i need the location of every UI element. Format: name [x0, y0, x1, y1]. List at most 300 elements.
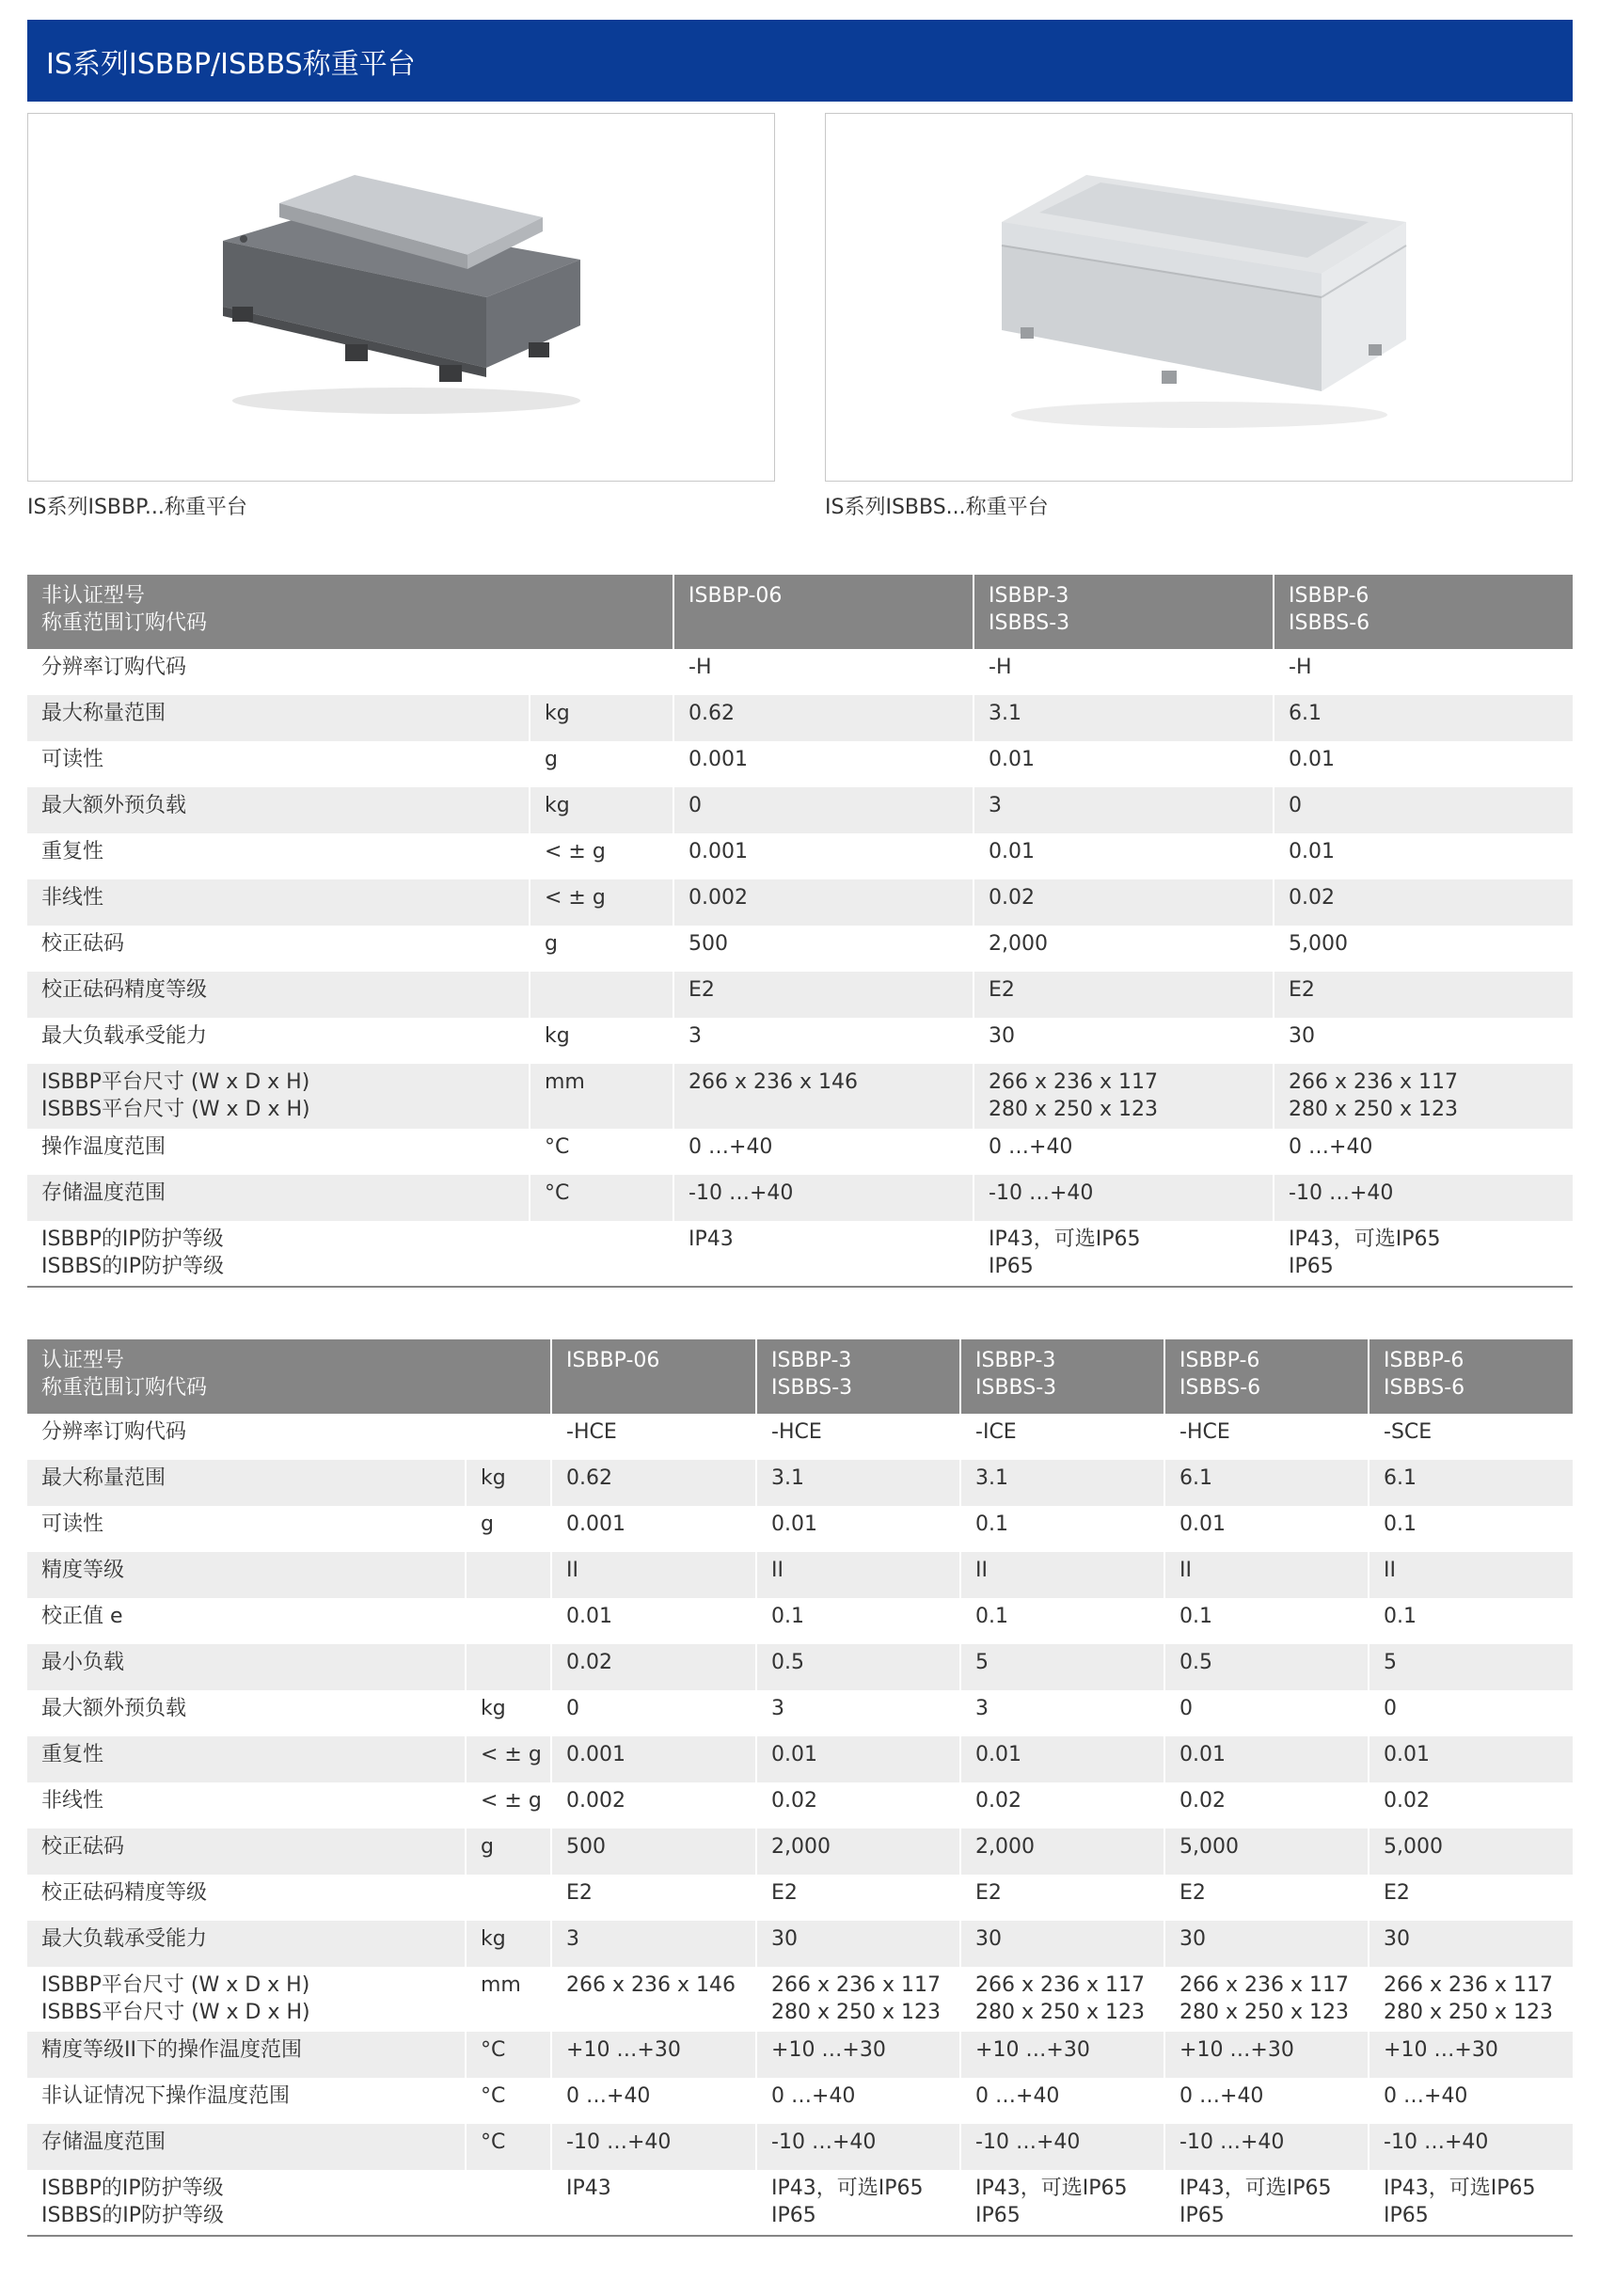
- table-row: [27, 1921, 1573, 1967]
- cell-line: IP43，可选IP65: [1179, 2177, 1332, 2200]
- cell-line: ISBBS-3: [989, 611, 1070, 635]
- table-row: [27, 787, 1573, 833]
- cell-line: 0.01: [771, 1743, 817, 1766]
- cell-line: 30: [975, 1927, 1003, 1951]
- table-row: [27, 2032, 1573, 2078]
- cell-line: ISBBS的IP防护等级: [41, 2204, 224, 2227]
- row-value-cell: [1274, 741, 1573, 787]
- cell-line: 0.01: [1289, 748, 1335, 771]
- cell-line: 0.001: [566, 1743, 625, 1766]
- cell-line: 非线性: [41, 886, 104, 910]
- cell-line: 5,000: [1289, 932, 1348, 956]
- unit-text: kg: [545, 1024, 570, 1048]
- cell-line: 0.5: [771, 1651, 805, 1674]
- table-header-row: [27, 575, 1573, 649]
- row-value-cell: [1274, 1064, 1573, 1129]
- table-row: [27, 1967, 1573, 2032]
- row-value-cell: [960, 1552, 1164, 1598]
- row-value-cell: [756, 1644, 960, 1690]
- row-value-cell: [960, 1782, 1164, 1829]
- cell-line: -10 …+40: [771, 2130, 877, 2154]
- cell-line: 0 …+40: [771, 2084, 856, 2108]
- header-label-cell: [27, 1339, 551, 1414]
- row-value-cell: [1164, 1598, 1369, 1644]
- cell-line: +10 …+30: [1384, 2038, 1498, 2062]
- cell-line: 3.1: [989, 702, 1022, 725]
- unit-text: g: [481, 1835, 494, 1859]
- header-model-cell: [1274, 575, 1573, 649]
- table-row: [27, 1221, 1573, 1286]
- row-label-cell: [27, 833, 530, 879]
- table-bottom-rule: [27, 2235, 1573, 2237]
- cell-line: -HCE: [1179, 1420, 1230, 1444]
- isbbs-platform-image: [983, 156, 1416, 438]
- row-unit-cell: [466, 1782, 551, 1829]
- cell-line: ISBBP-6: [1289, 584, 1369, 608]
- row-value-cell: [1369, 2032, 1573, 2078]
- table-row: [27, 972, 1573, 1018]
- row-value-cell: [1274, 879, 1573, 926]
- cell-line: 0.1: [1384, 1512, 1417, 1536]
- cell-line: 0 …+40: [1384, 2084, 1468, 2108]
- cell-line: IP65: [1384, 2204, 1429, 2227]
- row-value-cell: [974, 649, 1274, 695]
- unit-text: < ± g: [481, 1743, 542, 1766]
- cell-line: -HCE: [771, 1420, 822, 1444]
- cell-line: 校正砝码精度等级: [41, 1881, 208, 1905]
- row-value-cell: [673, 649, 974, 695]
- row-value-cell: [673, 787, 974, 833]
- row-label-cell: [27, 1064, 530, 1129]
- cell-line: 存储温度范围: [41, 2130, 166, 2154]
- unit-text: °C: [545, 1135, 570, 1159]
- cell-line: 最大称量范围: [41, 702, 166, 725]
- cell-line: II: [1179, 1559, 1192, 1582]
- row-value-cell: [1369, 1782, 1573, 1829]
- row-value-cell: [551, 1690, 756, 1736]
- unit-text: kg: [545, 794, 570, 817]
- cell-line: 0.02: [1289, 886, 1335, 910]
- row-unit-cell: [466, 2032, 551, 2078]
- cell-line: E2: [771, 1881, 798, 1905]
- row-unit-cell: [530, 1175, 673, 1221]
- row-label-cell: [27, 1736, 466, 1782]
- row-unit-cell: [466, 1690, 551, 1736]
- row-label-cell: [27, 1829, 466, 1875]
- cell-line: E2: [689, 978, 715, 1002]
- unit-text: °C: [481, 2130, 506, 2154]
- cell-line: 0.1: [771, 1605, 805, 1628]
- unit-text: °C: [481, 2038, 506, 2062]
- cell-line: 0.02: [1179, 1789, 1226, 1813]
- cell-line: 0: [1289, 794, 1303, 817]
- table-row: [27, 1875, 1573, 1921]
- cell-line: II: [566, 1559, 578, 1582]
- cell-line: IP43，可选IP65: [1384, 2177, 1536, 2200]
- row-value-cell: [551, 2124, 756, 2170]
- cell-line: 6.1: [1289, 702, 1322, 725]
- row-value-cell: [756, 1921, 960, 1967]
- row-value-cell: [1369, 1598, 1573, 1644]
- cell-line: II: [1384, 1559, 1396, 1582]
- cell-line: ISBBP平台尺寸 (W x D x H): [41, 1973, 310, 1997]
- cell-line: 0 …+40: [689, 1135, 773, 1159]
- row-value-cell: [551, 1552, 756, 1598]
- cell-line: ISBBP的IP防护等级: [41, 2177, 224, 2200]
- row-label-cell: [27, 1782, 466, 1829]
- unit-text: < ± g: [545, 840, 606, 863]
- row-unit-cell: [466, 1921, 551, 1967]
- cell-line: -SCE: [1384, 1420, 1433, 1444]
- row-value-cell: [1164, 1690, 1369, 1736]
- cell-line: -10 …+40: [989, 1181, 1094, 1205]
- cell-line: ISBBP-3: [771, 1349, 852, 1372]
- cell-line: 非线性: [41, 1789, 104, 1813]
- row-value-cell: [551, 1875, 756, 1921]
- row-label-cell: [27, 741, 530, 787]
- cell-line: -10 …+40: [1179, 2130, 1285, 2154]
- cell-line: ISBBP-06: [566, 1349, 660, 1372]
- row-value-cell: [960, 2124, 1164, 2170]
- row-unit-cell: [466, 1967, 551, 2032]
- cell-line: 0.01: [989, 748, 1035, 771]
- photo-caption-isbbs: IS系列ISBBS...称重平台: [825, 496, 1049, 519]
- row-value-cell: [1164, 2032, 1369, 2078]
- row-value-cell: [974, 833, 1274, 879]
- cell-line: 重复性: [41, 1743, 104, 1766]
- row-value-cell: [756, 2170, 960, 2235]
- cell-line: 称重范围订购代码: [41, 611, 208, 635]
- row-unit-cell: [530, 972, 673, 1018]
- row-value-cell: [960, 2032, 1164, 2078]
- unit-text: g: [545, 932, 558, 956]
- row-value-cell: [756, 1782, 960, 1829]
- row-value-cell: [1164, 1875, 1369, 1921]
- cell-line: 0 …+40: [989, 1135, 1073, 1159]
- row-value-cell: [1274, 1175, 1573, 1221]
- table-row: [27, 1644, 1573, 1690]
- cell-line: +10 …+30: [975, 2038, 1090, 2062]
- row-value-cell: [756, 1875, 960, 1921]
- header-model-cell: [673, 575, 974, 649]
- row-label-cell: [27, 1644, 466, 1690]
- cell-line: ISBBP-6: [1384, 1349, 1464, 1372]
- unit-text: < ± g: [481, 1789, 542, 1813]
- cell-line: 266 x 236 x 117: [989, 1070, 1159, 1094]
- cell-line: 0.1: [1384, 1605, 1417, 1628]
- cell-line: 3.1: [975, 1466, 1009, 1490]
- table-row: [27, 2170, 1573, 2235]
- header-model-cell: [974, 575, 1274, 649]
- cell-line: 0.002: [689, 886, 748, 910]
- row-value-cell: [756, 1598, 960, 1644]
- row-value-cell: [673, 879, 974, 926]
- row-unit-cell: [530, 695, 673, 741]
- cell-line: 2,000: [771, 1835, 831, 1859]
- cell-line: 0 …+40: [975, 2084, 1060, 2108]
- row-value-cell: [1369, 1736, 1573, 1782]
- header-model-cell: [1164, 1339, 1369, 1414]
- row-value-cell: [974, 1175, 1274, 1221]
- row-label-cell: [27, 1414, 551, 1460]
- table-row: [27, 1414, 1573, 1460]
- cell-line: -H: [989, 656, 1012, 679]
- row-label-cell: [27, 2078, 466, 2124]
- row-unit-cell: [530, 1221, 673, 1286]
- photo-isbbp: [27, 113, 775, 482]
- cell-line: 0.02: [975, 1789, 1021, 1813]
- cell-line: 称重范围订购代码: [41, 1376, 208, 1400]
- row-value-cell: [673, 1064, 974, 1129]
- header-model-cell: [551, 1339, 756, 1414]
- cell-line: +10 …+30: [771, 2038, 886, 2062]
- cell-line: 0 …+40: [1179, 2084, 1264, 2108]
- row-value-cell: [1274, 787, 1573, 833]
- cell-line: 266 x 236 x 117: [1179, 1973, 1350, 1997]
- cell-line: ISBBS的IP防护等级: [41, 1255, 224, 1278]
- cell-line: ISBBS-3: [975, 1376, 1057, 1400]
- row-unit-cell: [466, 1736, 551, 1782]
- unit-text: kg: [481, 1927, 506, 1951]
- cell-line: 0: [1384, 1697, 1398, 1720]
- row-value-cell: [673, 972, 974, 1018]
- row-unit-cell: [466, 2124, 551, 2170]
- row-value-cell: [756, 1414, 960, 1460]
- row-value-cell: [1164, 2170, 1369, 2235]
- row-value-cell: [974, 1018, 1274, 1064]
- row-value-cell: [673, 926, 974, 972]
- table-row: [27, 1552, 1573, 1598]
- row-value-cell: [551, 2170, 756, 2235]
- row-label-cell: [27, 2124, 466, 2170]
- cell-line: 280 x 250 x 123: [989, 1098, 1159, 1121]
- row-unit-cell: [466, 1829, 551, 1875]
- cell-line: 最大负载承受能力: [41, 1927, 208, 1951]
- cell-line: 0.002: [566, 1789, 625, 1813]
- unit-text: kg: [481, 1697, 506, 1720]
- row-value-cell: [673, 741, 974, 787]
- row-label-cell: [27, 926, 530, 972]
- row-value-cell: [974, 1064, 1274, 1129]
- cell-line: 精度等级II下的操作温度范围: [41, 2038, 302, 2062]
- row-unit-cell: [466, 2170, 551, 2235]
- row-value-cell: [551, 2032, 756, 2078]
- row-label-cell: [27, 1129, 530, 1175]
- cell-line: 500: [566, 1835, 607, 1859]
- table-row: [27, 1506, 1573, 1552]
- row-label-cell: [27, 2032, 466, 2078]
- row-value-cell: [1369, 1690, 1573, 1736]
- row-value-cell: [1164, 1506, 1369, 1552]
- row-value-cell: [1164, 2124, 1369, 2170]
- cell-line: 校正砝码: [41, 932, 125, 956]
- row-value-cell: [1274, 1129, 1573, 1175]
- row-label-cell: [27, 1875, 466, 1921]
- row-label-cell: [27, 787, 530, 833]
- row-unit-cell: [530, 1129, 673, 1175]
- cell-line: 分辨率订购代码: [41, 1420, 187, 1444]
- cell-line: ISBBS-6: [1179, 1376, 1261, 1400]
- unit-text: < ± g: [545, 886, 606, 910]
- cell-line: E2: [566, 1881, 593, 1905]
- row-value-cell: [1369, 1460, 1573, 1506]
- cell-line: 30: [1289, 1024, 1316, 1048]
- row-value-cell: [1164, 2078, 1369, 2124]
- row-label-cell: [27, 1598, 466, 1644]
- cell-line: 重复性: [41, 840, 104, 863]
- row-value-cell: [1164, 1552, 1369, 1598]
- cell-line: 266 x 236 x 117: [975, 1973, 1146, 1997]
- cell-line: 校正值 e: [41, 1605, 123, 1628]
- row-value-cell: [1164, 1782, 1369, 1829]
- row-unit-cell: [530, 741, 673, 787]
- cell-line: ISBBP-06: [689, 584, 783, 608]
- row-value-cell: [960, 1690, 1164, 1736]
- row-value-cell: [673, 1129, 974, 1175]
- cell-line: -10 …+40: [975, 2130, 1081, 2154]
- row-value-cell: [551, 1460, 756, 1506]
- row-value-cell: [1369, 2170, 1573, 2235]
- row-unit-cell: [530, 1018, 673, 1064]
- table-row: [27, 1064, 1573, 1129]
- row-value-cell: [1274, 1221, 1573, 1286]
- cell-line: 0.62: [689, 702, 735, 725]
- row-value-cell: [1369, 1644, 1573, 1690]
- cell-line: 30: [1384, 1927, 1411, 1951]
- row-unit-cell: [466, 1875, 551, 1921]
- photo-isbbs: [825, 113, 1573, 482]
- table-row: [27, 1782, 1573, 1829]
- cell-line: 0.02: [989, 886, 1035, 910]
- cell-line: 0.01: [1289, 840, 1335, 863]
- cell-line: 分辨率订购代码: [41, 656, 187, 679]
- cell-line: ISBBP-6: [1179, 1349, 1260, 1372]
- cell-line: IP65: [989, 1255, 1034, 1278]
- cell-line: 266 x 236 x 117: [771, 1973, 942, 1997]
- cell-line: IP65: [975, 2204, 1021, 2227]
- cell-line: 266 x 236 x 117: [1384, 1973, 1554, 1997]
- cell-line: 3: [689, 1024, 703, 1048]
- cell-line: IP65: [771, 2204, 816, 2227]
- row-value-cell: [756, 2032, 960, 2078]
- row-value-cell: [974, 926, 1274, 972]
- cell-line: 0: [566, 1697, 580, 1720]
- row-value-cell: [960, 1736, 1164, 1782]
- row-value-cell: [756, 1967, 960, 2032]
- cell-line: 0.1: [975, 1512, 1009, 1536]
- cell-line: +10 …+30: [566, 2038, 681, 2062]
- cell-line: 存储温度范围: [41, 1181, 166, 1205]
- row-value-cell: [960, 2078, 1164, 2124]
- row-value-cell: [974, 695, 1274, 741]
- cell-line: 0 …+40: [566, 2084, 651, 2108]
- row-value-cell: [756, 2078, 960, 2124]
- cell-line: IP43，可选IP65: [975, 2177, 1128, 2200]
- cell-line: E2: [989, 978, 1015, 1002]
- table-row: [27, 649, 1573, 695]
- cell-line: 操作温度范围: [41, 1135, 166, 1159]
- cell-line: 0.01: [771, 1512, 817, 1536]
- table-row: [27, 2078, 1573, 2124]
- row-value-cell: [551, 1736, 756, 1782]
- cell-line: 0.5: [1179, 1651, 1213, 1674]
- cell-line: 5,000: [1384, 1835, 1443, 1859]
- row-label-cell: [27, 1221, 530, 1286]
- cell-line: 最小负载: [41, 1651, 125, 1674]
- cell-line: 最大称量范围: [41, 1466, 166, 1490]
- row-value-cell: [974, 1129, 1274, 1175]
- row-unit-cell: [530, 787, 673, 833]
- row-value-cell: [756, 1690, 960, 1736]
- cell-line: 0.01: [566, 1605, 612, 1628]
- row-unit-cell: [466, 1460, 551, 1506]
- cell-line: 3: [975, 1697, 989, 1720]
- cell-line: IP43，可选IP65: [1289, 1227, 1441, 1251]
- cell-line: 5: [1384, 1651, 1398, 1674]
- cell-line: 6.1: [1384, 1466, 1417, 1490]
- header-model-cell: [1369, 1339, 1573, 1414]
- table-row: [27, 1018, 1573, 1064]
- row-value-cell: [1164, 1644, 1369, 1690]
- row-unit-cell: [530, 879, 673, 926]
- cell-line: -10 …+40: [566, 2130, 672, 2154]
- cell-line: +10 …+30: [1179, 2038, 1294, 2062]
- row-value-cell: [1274, 972, 1573, 1018]
- row-value-cell: [1164, 1460, 1369, 1506]
- row-label-cell: [27, 649, 673, 695]
- table-row: [27, 2124, 1573, 2170]
- row-value-cell: [551, 1414, 756, 1460]
- cell-line: 0.01: [1384, 1743, 1430, 1766]
- row-value-cell: [673, 1018, 974, 1064]
- cell-line: E2: [1289, 978, 1315, 1002]
- cell-line: E2: [1384, 1881, 1410, 1905]
- cell-line: 266 x 236 x 117: [1289, 1070, 1459, 1094]
- cell-line: 6.1: [1179, 1466, 1213, 1490]
- row-value-cell: [960, 1875, 1164, 1921]
- row-value-cell: [1369, 1967, 1573, 2032]
- row-value-cell: [551, 2078, 756, 2124]
- table-row: [27, 1829, 1573, 1875]
- cell-line: 2,000: [975, 1835, 1035, 1859]
- cell-line: 0.1: [975, 1605, 1009, 1628]
- table-row: [27, 833, 1573, 879]
- cell-line: ISBBP-3: [975, 1349, 1056, 1372]
- row-value-cell: [551, 1967, 756, 2032]
- unit-text: °C: [481, 2084, 506, 2108]
- row-value-cell: [551, 1598, 756, 1644]
- row-value-cell: [960, 1921, 1164, 1967]
- cell-line: 280 x 250 x 123: [1384, 2001, 1554, 2024]
- cell-line: IP43: [566, 2177, 611, 2200]
- cell-line: -10 …+40: [1289, 1181, 1394, 1205]
- row-value-cell: [1164, 1414, 1369, 1460]
- row-unit-cell: [466, 1644, 551, 1690]
- row-value-cell: [756, 1829, 960, 1875]
- row-label-cell: [27, 1967, 466, 2032]
- row-unit-cell: [530, 833, 673, 879]
- row-value-cell: [1369, 1829, 1573, 1875]
- cell-line: ISBBP平台尺寸 (W x D x H): [41, 1070, 310, 1094]
- cell-line: II: [975, 1559, 988, 1582]
- cell-line: 0.01: [975, 1743, 1021, 1766]
- cell-line: ISBBS-6: [1384, 1376, 1465, 1400]
- cell-line: ISBBP-3: [989, 584, 1069, 608]
- row-unit-cell: [466, 1598, 551, 1644]
- row-label-cell: [27, 1018, 530, 1064]
- cell-line: ISBBS-6: [1289, 611, 1370, 635]
- cell-line: ISBBS平台尺寸 (W x D x H): [41, 2001, 310, 2024]
